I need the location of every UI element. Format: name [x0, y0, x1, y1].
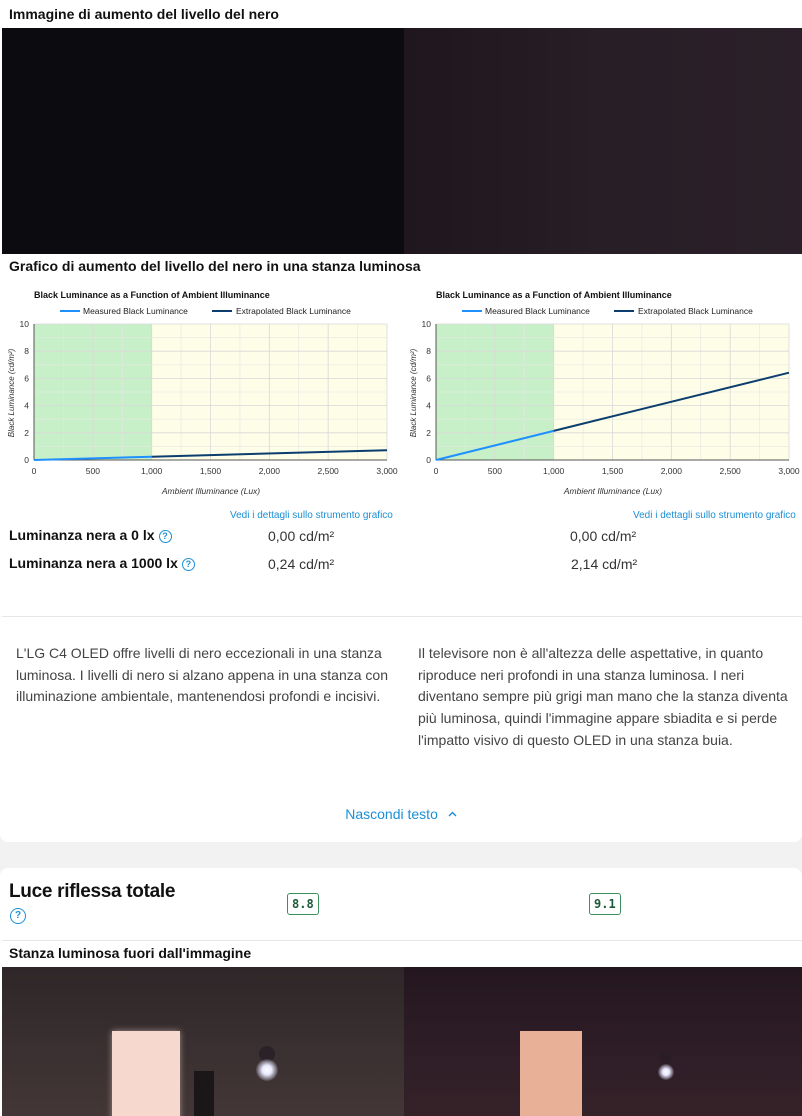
reflection-title: Luce riflessa totale — [9, 881, 176, 902]
reflection-photo-right — [404, 967, 802, 1116]
legend-label-measured: Measured Black Luminance — [485, 306, 590, 316]
metric-black-0lx — [9, 527, 172, 543]
reflected-camera — [194, 1071, 214, 1116]
x-tick-label: 2,000 — [258, 466, 280, 476]
y-tick-label: 2 — [24, 427, 29, 438]
x-tick-label: 2,000 — [660, 466, 682, 476]
reflected-panel — [520, 1031, 582, 1116]
chart-svg-right — [404, 283, 802, 498]
chart-tool-link-left[interactable]: Vedi i dettagli sullo strumento grafico — [230, 510, 393, 521]
metric-value-right: 2,14 cd/m² — [571, 556, 638, 572]
x-tick-label: 2,500 — [317, 466, 339, 476]
metric-value-right: 0,00 cd/m² — [570, 528, 637, 544]
metric-value-left: 0,24 cd/m² — [268, 556, 335, 572]
x-tick-label: 500 — [85, 466, 100, 476]
chart-title: Black Luminance as a Function of Ambient Illuminance — [436, 290, 672, 300]
reflected-light — [256, 1059, 278, 1081]
x-tick-label: 0 — [433, 466, 439, 476]
y-axis-label: Black Luminance (cd/m²) — [7, 348, 16, 438]
y-tick-label: 2 — [426, 427, 431, 438]
y-tick-label: 6 — [426, 373, 431, 384]
y-tick-label: 0 — [426, 455, 431, 465]
reflected-lamp — [659, 1052, 671, 1064]
y-tick-label: 10 — [421, 319, 431, 329]
metric-black-1000lx — [9, 555, 195, 571]
y-tick-label: 4 — [426, 400, 431, 411]
reflection-photo-left — [2, 967, 404, 1116]
metric-value-left: 0,00 cd/m² — [268, 528, 335, 544]
y-tick-label: 8 — [24, 346, 29, 357]
chart-svg-left — [2, 283, 402, 498]
reflected-panel — [112, 1031, 180, 1116]
x-tick-label: 1,000 — [141, 466, 163, 476]
question-circle-icon[interactable]: ? — [10, 908, 26, 924]
x-tick-label: 2,500 — [719, 466, 741, 476]
divider — [2, 616, 802, 617]
hide-text-label: Nascondi testo — [345, 806, 438, 822]
help-icon[interactable]: ? — [159, 530, 172, 543]
y-tick-label: 0 — [24, 455, 29, 465]
plot-layer — [20, 319, 398, 476]
black-luminance-chart-right — [404, 283, 802, 498]
help-icon[interactable]: ? — [182, 558, 195, 571]
legend-label-measured: Measured Black Luminance — [83, 306, 188, 316]
legend-label-extrapolated: Extrapolated Black Luminance — [236, 306, 351, 316]
x-axis-label: Ambient Illuminance (Lux) — [563, 486, 663, 496]
chart-tool-link-right[interactable]: Vedi i dettagli sullo strumento grafico — [633, 510, 796, 521]
score-badge-left: 8.8 — [287, 893, 319, 915]
plot-layer — [422, 319, 800, 476]
black-raise-image-title: Immagine di aumento del livello del nero — [9, 6, 279, 22]
metric-label: Luminanza nera a 0 lx — [9, 527, 155, 543]
black-raise-photo-left — [2, 28, 404, 254]
y-tick-label: 10 — [19, 319, 29, 329]
description-right: Il televisore non è all'altezza delle aspettative, in quanto riproduce neri profondi in una stanza luminosa. I neri diventano sempre più grigi man mano che la stanza diventa più luminosa, quindi l'immagine appare sbiadita e si perde l'impatto visivo di questo OLED in una stanza buia. — [418, 645, 788, 748]
y-tick-label: 4 — [24, 400, 29, 411]
chevron-up-icon — [448, 804, 457, 820]
x-tick-label: 500 — [487, 466, 502, 476]
metric-label: Luminanza nera a 1000 lx — [9, 555, 178, 571]
hide-text-toggle[interactable] — [0, 804, 802, 822]
x-axis-label: Ambient Illuminance (Lux) — [161, 486, 261, 496]
bright-room-chart-title: Grafico di aumento del livello del nero in una stanza luminosa — [9, 258, 421, 274]
x-tick-label: 3,000 — [778, 466, 800, 476]
x-tick-label: 1,500 — [199, 466, 222, 476]
x-tick-label: 3,000 — [376, 466, 398, 476]
black-luminance-chart-left — [2, 283, 402, 498]
x-tick-label: 1,000 — [543, 466, 565, 476]
divider — [2, 940, 802, 941]
y-tick-label: 8 — [426, 346, 431, 357]
reflected-light — [658, 1064, 674, 1080]
chart-title: Black Luminance as a Function of Ambient Illuminance — [34, 290, 270, 300]
black-raise-photo-right — [404, 28, 802, 254]
x-tick-label: 0 — [31, 466, 37, 476]
reflection-photo-title: Stanza luminosa fuori dall'immagine — [9, 945, 252, 961]
score-badge-right: 9.1 — [589, 893, 621, 915]
description-left: L'LG C4 OLED offre livelli di nero eccezionali in una stanza luminosa. I livelli di nero si alzano appena in una stanza con illuminazione ambientale, mantenendosi profondi e incisivi. — [16, 645, 389, 705]
y-axis-label: Black Luminance (cd/m²) — [409, 348, 418, 438]
x-tick-label: 1,500 — [601, 466, 624, 476]
legend-label-extrapolated: Extrapolated Black Luminance — [638, 306, 753, 316]
y-tick-label: 6 — [24, 373, 29, 384]
